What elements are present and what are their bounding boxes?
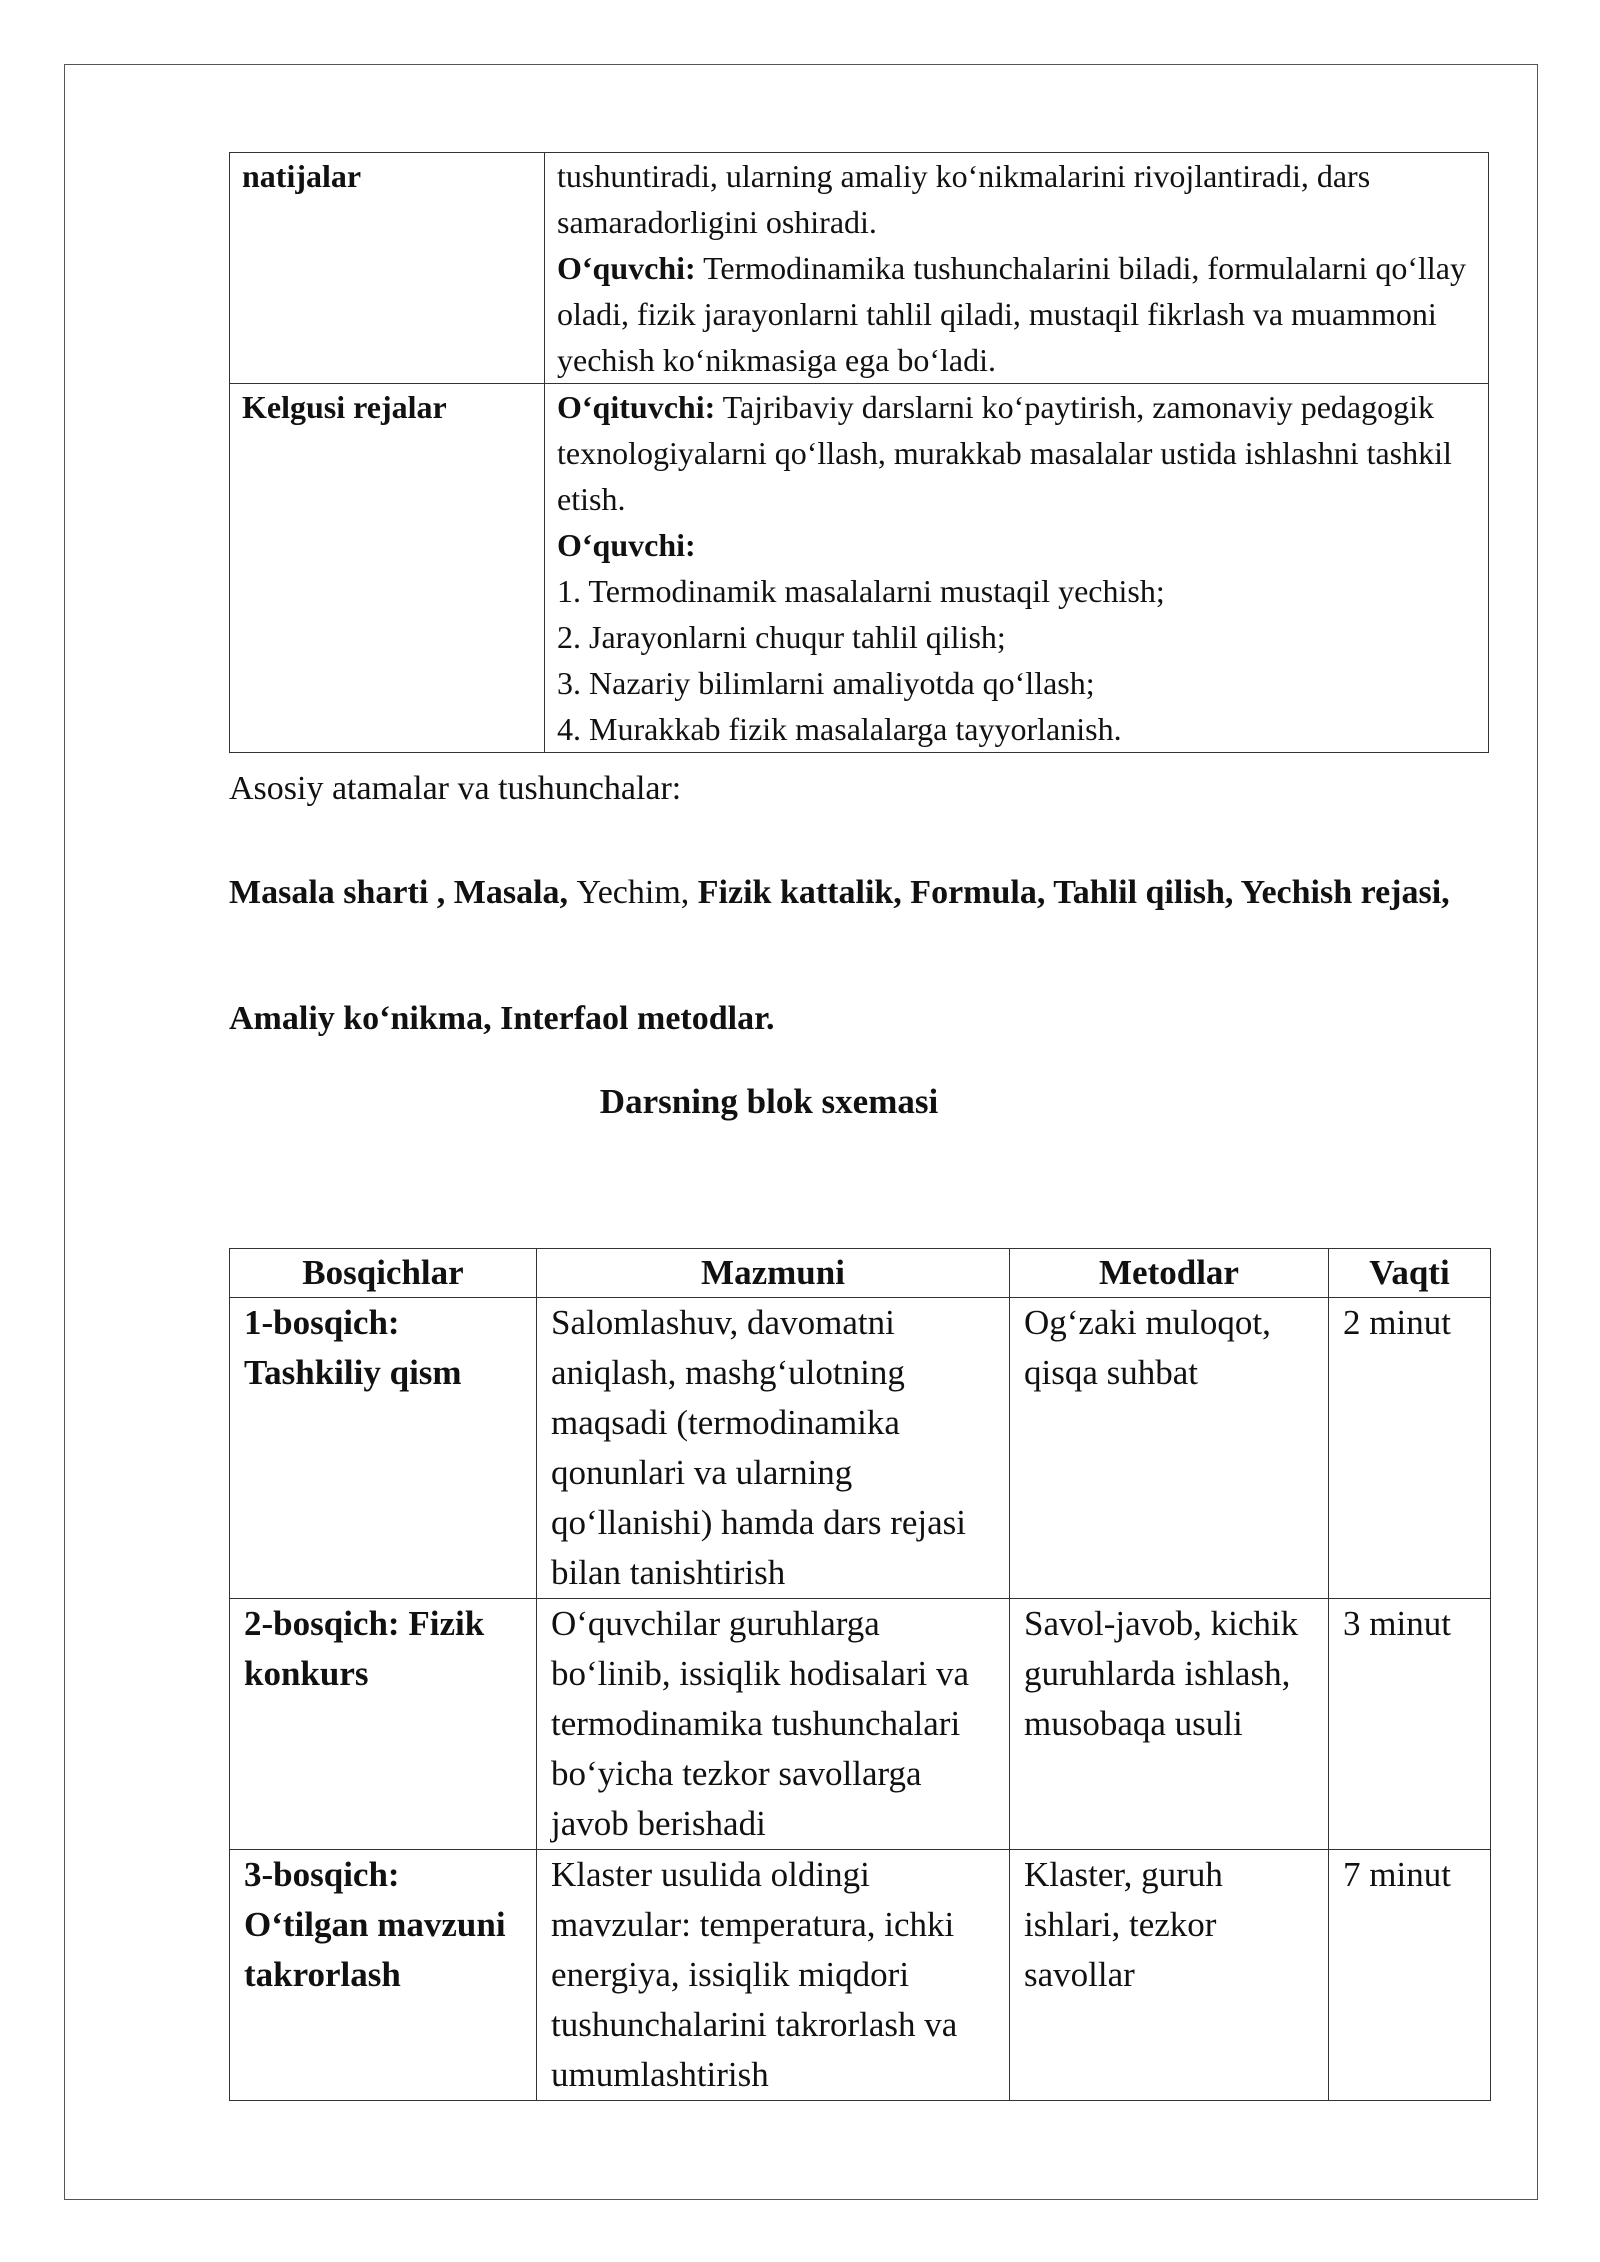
block-scheme-table (229, 1248, 1491, 2101)
table-row (230, 1599, 1491, 1850)
bold-lead: O‘qituvchi: (557, 389, 716, 425)
time-cell: 7 minut (1329, 1850, 1491, 2101)
content-cell: Salomlashuv, davomatni aniqlash, mashg‘ulotning maqsadi (termodinamika qonunlari va ularning qo‘llanishi) hamda dars rejasi bilan tanishtirish (537, 1298, 1010, 1599)
col-header: Metodlar (1010, 1249, 1329, 1298)
line-text: 2. Jarayonlarni chuqur tahlil qilish; (557, 619, 1006, 655)
text-line (557, 153, 1476, 245)
table-row (230, 1850, 1491, 2101)
term-group: Yechim, (576, 874, 698, 911)
terms-line-2: Amaliy ko‘nikma, Interfaol metodlar. (229, 1000, 775, 1037)
list-item (557, 568, 1476, 614)
line-text: 1. Termodinamik masalalarni mustaqil yechish; (557, 573, 1165, 609)
line-text: 4. Murakkab fizik masalalarga tayyorlanish. (557, 711, 1122, 747)
table-row (230, 153, 1489, 384)
row-content (545, 384, 1489, 753)
terms-heading: Asosiy atamalar va tushunchalar: (229, 770, 682, 807)
methods-cell: Og‘zaki muloqot, qisqa suhbat (1010, 1298, 1329, 1599)
line-text: tushuntiradi, ularning amaliy ko‘nikmalarini rivojlantiradi, dars samaradorligini oshiradi. (557, 158, 1371, 240)
col-header: Bosqichlar (230, 1249, 537, 1298)
results-plans-table (229, 152, 1489, 753)
time-cell: 2 minut (1329, 1298, 1491, 1599)
stage-cell: 3-bosqich: O‘tilgan mavzuni takrorlash (230, 1850, 537, 2101)
header-row (230, 1249, 1491, 1298)
line-text: 3. Nazariy bilimlarni amaliyotda qo‘llash; (557, 665, 1095, 701)
term-group: Masala sharti , Masala, (229, 874, 577, 911)
text-line (557, 245, 1476, 383)
line-text: Termodinamika tushunchalarini biladi, formulalarni qo‘llay oladi, fizik jarayonlarni tahlil qiladi, mustaqil fikrlash va muammoni yechish ko‘nikmasiga ega bo‘ladi. (557, 250, 1466, 378)
col-header: Mazmuni (537, 1249, 1010, 1298)
bold-lead: O‘quvchi: (557, 527, 696, 563)
row-label: natijalar (230, 153, 545, 384)
bold-lead: O‘quvchi: (557, 250, 696, 286)
list-item (557, 614, 1476, 660)
methods-cell: Klaster, guruh ishlari, tezkor savollar (1010, 1850, 1329, 2101)
terms-line-1 (229, 874, 1491, 912)
methods-cell: Savol-javob, kichik guruhlarda ishlash, musobaqa usuli (1010, 1599, 1329, 1850)
content-cell: O‘quvchilar guruhlarga bo‘linib, issiqlik hodisalari va termodinamika tushunchalari bo‘yicha tezkor savollarga javob berishadi (537, 1599, 1010, 1850)
term-group: Fizik kattalik, Formula, Tahlil qilish, Yechish rejasi, (697, 874, 1450, 911)
time-cell: 3 minut (1329, 1599, 1491, 1850)
content-cell: Klaster usulida oldingi mavzular: temperatura, ichki energiya, issiqlik miqdori tushunchalarini takrorlash va umumlashtirish (537, 1850, 1010, 2101)
table-row (230, 384, 1489, 753)
row-label: Kelgusi rejalar (230, 384, 545, 753)
block-scheme-title: Darsning blok sxemasi (599, 1082, 939, 1121)
stage-cell: 1-bosqich: Tashkiliy qism (230, 1298, 537, 1599)
line-text: Tajribaviy darslarni ko‘paytirish, zamonaviy pedagogik texnologiyalarni qo‘llash, murakkab masalalar ustida ishlashni tashkil etish. (557, 389, 1452, 517)
row-content (545, 153, 1489, 384)
col-header: Vaqti (1329, 1249, 1491, 1298)
list-item (557, 706, 1476, 752)
stage-cell: 2-bosqich: Fizik konkurs (230, 1599, 537, 1850)
text-line (557, 522, 1476, 568)
text-line (557, 384, 1476, 522)
list-item (557, 660, 1476, 706)
table-row (230, 1298, 1491, 1599)
